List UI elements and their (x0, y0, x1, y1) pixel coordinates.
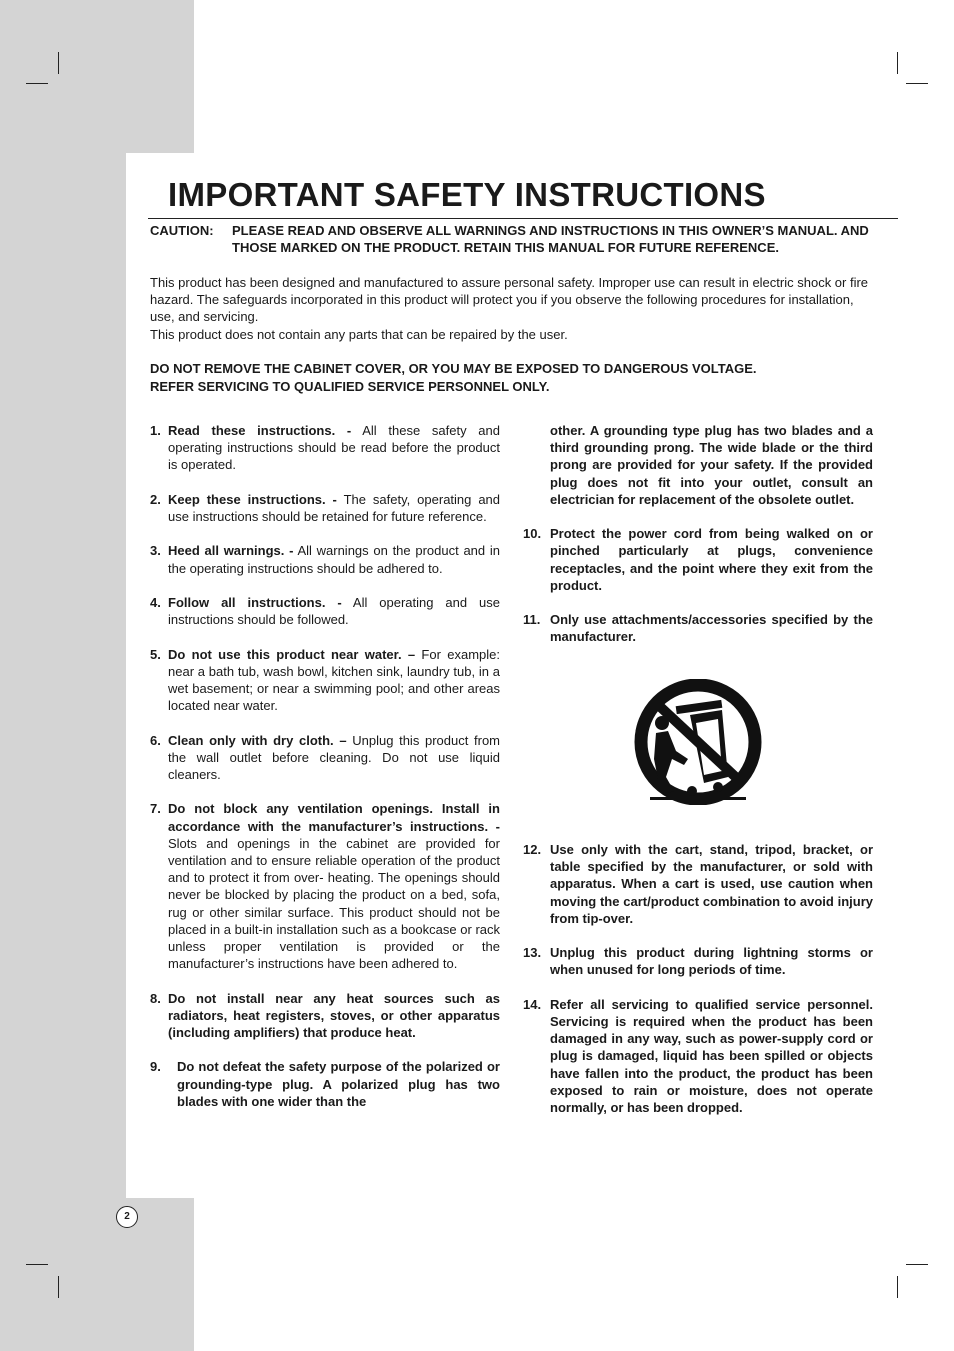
item-number: 5. (150, 646, 161, 662)
warning-line: DO NOT REMOVE THE CABINET COVER, OR YOU MAY BE EXPOSED TO DANGEROUS VOLTAGE. (150, 361, 757, 376)
cabinet-warning (150, 360, 880, 396)
item-heading: Follow all instructions. - (168, 594, 342, 610)
item-number: 4. (150, 594, 161, 610)
page-title: IMPORTANT SAFETY INSTRUCTIONS (168, 176, 766, 213)
margin-band-left (0, 153, 126, 1198)
crop-mark (58, 52, 59, 74)
instruction-item (150, 542, 500, 576)
item-number: 7. (150, 801, 161, 817)
item-number: 10. (523, 526, 542, 542)
item-number: 6. (150, 732, 161, 748)
item-number: 8. (150, 990, 161, 1006)
instruction-item (150, 646, 500, 715)
item-heading: Do not defeat the safety purpose of the polarized or grounding-type plug. A polarized plug has two blades with one wider than the (177, 1059, 500, 1109)
item-heading: Do not block any ventilation openings. Install in accordance with the manufacturer’s instructions. - (168, 801, 500, 834)
item-body: All operating and use instructions should be followed. (168, 594, 500, 628)
item-body: All these safety and operating instructions should be read before the product is operated. (168, 423, 500, 473)
warning-line: REFER SERVICING TO QUALIFIED SERVICE PERSONNEL ONLY. (150, 379, 550, 394)
item-body: All warnings on the product and in the operating instructions should be adhered to. (168, 543, 500, 576)
item-body: Slots and openings in the cabinet are provided for ventilation and to ensure reliable operation of the product and to protect it from over- heating. The openings should never be blocked by placing the product on a bed, sofa, rug or other similar surface. This product should not be placed in a built-in installation such as a bookcase or rack unless proper ventilation is provided or the manufacturer’s instructions have been adhered to. (168, 835, 500, 972)
instruction-item (150, 800, 500, 972)
instructions-right-column (523, 422, 873, 663)
crop-mark (906, 1264, 928, 1265)
crop-mark (906, 83, 928, 84)
intro-text (150, 274, 880, 343)
crop-mark (897, 52, 898, 74)
item-body: Unplug this product from the wall outlet before cleaning. Do not use liquid cleaners. (168, 732, 500, 782)
item-text: Refer all servicing to qualified service personnel. Servicing is required when the product has been damaged in any way, such as power-supply cord or plug is damaged, liquid has been spilled or objects have fallen into the product, the product has been exposed to rain or moisture, does not operate normally, or has been dropped. (550, 996, 873, 1116)
title-rule (148, 218, 898, 219)
instruction-item (523, 944, 873, 978)
instruction-item (150, 990, 500, 1042)
instruction-item (523, 611, 873, 645)
item-number: 12. (523, 842, 542, 857)
crop-mark (26, 83, 48, 84)
item-number: 3. (150, 543, 161, 559)
instruction-item (150, 594, 500, 628)
item-number: 1. (150, 423, 161, 438)
item-number: 13. (523, 945, 542, 961)
item-heading: Do not install near any heat sources such as radiators, heat registers, stoves, or other apparatus (including amplifiers) that produce heat. (168, 990, 500, 1040)
crop-mark (26, 1264, 48, 1265)
item-heading: Do not use this product near water. – (168, 646, 416, 662)
item-9-continued: other. A grounding type plug has two blades and a third grounding prong. The wide blade or the third prong are provided for your safety. If the provided plug does not fit into your outlet, consult an electrician for replacement of the obsolete outlet. (550, 423, 873, 507)
instruction-item (150, 1058, 500, 1110)
caution-block (150, 222, 880, 256)
instructions-right-column-lower (523, 841, 873, 1133)
item-body: The safety, operating and use instructions should be retained for future reference. (168, 491, 501, 524)
intro-paragraph: This product does not contain any parts that can be repaired by the user. (150, 326, 568, 342)
page-number-badge: 2 (116, 1206, 138, 1228)
crop-mark (58, 1276, 59, 1298)
crop-mark (897, 1276, 898, 1298)
instruction-item (523, 841, 873, 927)
instruction-item (523, 996, 873, 1116)
instruction-item (150, 422, 500, 474)
item-number: 2. (150, 491, 161, 507)
instruction-item (150, 491, 500, 525)
caution-label: CAUTION: (150, 223, 214, 238)
item-text: Use only with the cart, stand, tripod, bracket, or table specified by the manufacturer, or sold with apparatus. When a cart is used, use caution when moving the cart/product combination to avoid injury from tip-over. (550, 842, 873, 926)
item-heading: Clean only with dry cloth. – (168, 732, 347, 748)
instructions-left-column (150, 422, 500, 1127)
item-heading: Read these instructions. - (168, 423, 352, 438)
instruction-item (523, 525, 873, 594)
item-heading: Keep these instructions. - (168, 491, 337, 507)
instruction-item (150, 732, 500, 784)
margin-band-top (0, 0, 194, 153)
margin-band-bottom (0, 1198, 194, 1351)
intro-paragraph: This product has been designed and manufactured to assure personal safety. Improper use can result in electric shock or fire hazard. The safeguards incorporated in this product will protect you if you observe the following procedures for installation, use, and servicing. (150, 275, 869, 325)
item-text: Protect the power cord from being walked on or pinched particularly at plugs, convenience receptacles, and the point where they exit from the product. (550, 526, 873, 593)
item-number: 11. (523, 612, 541, 628)
item-number: 9. (150, 1059, 161, 1075)
item-text: Unplug this product during lightning storms or when unused for long periods of time. (550, 945, 873, 978)
item-heading: Heed all warnings. - (168, 543, 294, 559)
item-number: 14. (523, 996, 542, 1012)
item-text: Only use attachments/accessories specified by the manufacturer. (550, 612, 873, 645)
cart-tip-over-warning-icon (632, 679, 764, 805)
item-body: For example: near a bath tub, wash bowl, kitchen sink, laundry tub, in a wet basement; or near a swimming pool; and other areas located near water. (168, 646, 500, 714)
caution-text: PLEASE READ AND OBSERVE ALL WARNINGS AND INSTRUCTIONS IN THIS OWNER’S MANUAL. AND THOSE MARKED ON THE PRODUCT. RETAIN THIS MANUAL FOR FUTURE REFERENCE. (232, 223, 869, 255)
